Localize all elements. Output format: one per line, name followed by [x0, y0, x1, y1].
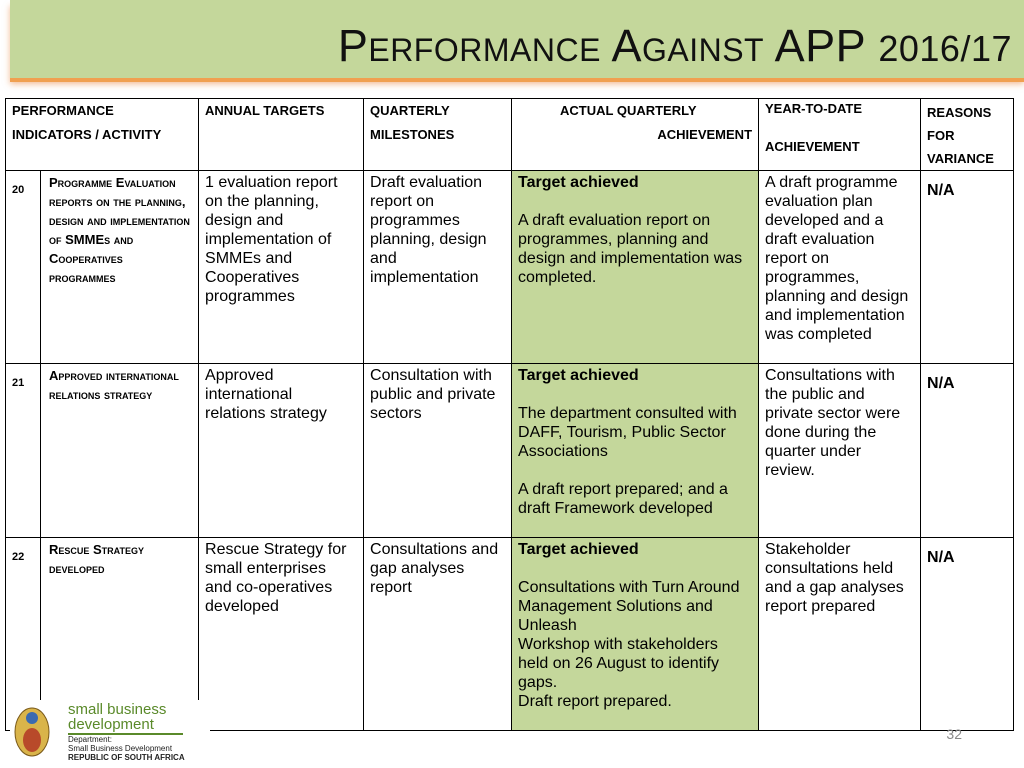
table-row	[6, 171, 1014, 364]
header-indicators-line2: INDICATORS / ACTIVITY	[12, 127, 162, 142]
table-row	[6, 364, 1014, 538]
achievement-detail: Workshop with stakeholders held on 26 August to identify gaps.	[518, 636, 720, 691]
ytd-achievement-cell: A draft programme evaluation plan developed and a draft evaluation report on programmes, planning and design and implementation was completed	[759, 171, 921, 364]
dept-line2: Small Business Development	[68, 744, 173, 753]
achievement-detail: A draft report prepared; and a draft Framework developed	[518, 481, 728, 517]
page-number: 32	[946, 726, 962, 742]
variance-reason-cell: N/A	[921, 364, 1014, 538]
header-actual-line2: ACHIEVEMENT	[657, 127, 753, 142]
header-indicators-line1: PERFORMANCE	[12, 103, 114, 118]
achievement-detail: The department consulted with DAFF, Tourism, Public Sector Associations	[518, 405, 737, 460]
header-ytd-line1: YEAR-TO-DATE	[765, 101, 863, 116]
actual-achievement-cell	[512, 364, 759, 538]
header-reasons-line1: REASONS	[927, 105, 992, 120]
header-reasons	[921, 99, 1014, 171]
ytd-achievement-cell: Stakeholder consultations held and a gap analyses report prepared	[759, 538, 921, 731]
header-ytd	[759, 99, 921, 171]
performance-table	[5, 98, 1014, 731]
achievement-status: Target achieved	[518, 541, 639, 558]
achievement-status: Target achieved	[518, 367, 639, 384]
slide-title-year: 2016/17	[878, 28, 1012, 69]
header-reasons-line3: VARIANCE	[927, 151, 994, 166]
department-text	[68, 735, 185, 762]
header-reasons-line2: FOR	[927, 128, 955, 143]
brand-line2: development	[68, 716, 154, 733]
actual-achievement-cell	[512, 538, 759, 731]
brand-line1: small business	[68, 701, 167, 718]
header-annual: ANNUAL TARGETS	[199, 99, 364, 171]
annual-target-cell: 1 evaluation report on the planning, design and implementation of SMMEs and Cooperatives programmes	[199, 171, 364, 364]
header-quarterly	[364, 99, 512, 171]
variance-reason-cell: N/A	[921, 538, 1014, 731]
header-ytd-line2: ACHIEVEMENT	[765, 139, 860, 154]
header-actual-line1: ACTUAL QUARTERLY	[560, 103, 697, 118]
annual-target-cell: Approved international relations strategy	[199, 364, 364, 538]
indicator-cell: Approved international relations strategy	[41, 364, 199, 538]
slide-title-main: Performance Against APP	[337, 20, 866, 71]
slide-title	[338, 20, 1012, 72]
variance-reason-cell: N/A	[921, 171, 1014, 364]
indicator-cell: Programme Evaluation reports on the planning, design and implementation of SMMEs and Cooperatives programmes	[41, 171, 199, 364]
brand-name	[68, 702, 166, 732]
row-number: 21	[6, 364, 41, 538]
row-number: 22	[6, 538, 41, 731]
header-actual	[512, 99, 759, 171]
actual-achievement-cell	[512, 171, 759, 364]
quarterly-milestone-cell: Consultations and gap analyses report	[364, 538, 512, 731]
achievement-detail: Consultations with Turn Around Management Solutions and Unleash	[518, 579, 740, 634]
quarterly-milestone-cell: Draft evaluation report on programmes planning, design and implementation	[364, 171, 512, 364]
row-number: 20	[6, 171, 41, 364]
annual-target-cell: Rescue Strategy for small enterprises and co-operatives developed	[199, 538, 364, 731]
title-bar	[10, 0, 1024, 78]
header-quarterly-line2: MILESTONES	[370, 127, 455, 142]
dept-line3: REPUBLIC OF SOUTH AFRICA	[68, 753, 185, 762]
header-quarterly-line1: QUARTERLY	[370, 103, 450, 118]
header-row	[6, 99, 1014, 171]
achievement-detail: A draft evaluation report on programmes, planning and design and implementation was completed.	[518, 212, 743, 286]
achievement-status: Target achieved	[518, 174, 639, 191]
department-logo	[10, 700, 210, 762]
header-indicators	[6, 99, 199, 171]
ytd-achievement-cell: Consultations with the public and private sector were done during the quarter under review.	[759, 364, 921, 538]
quarterly-milestone-cell: Consultation with public and private sectors	[364, 364, 512, 538]
achievement-detail: Draft report prepared.	[518, 693, 672, 710]
indicator-cell: Rescue Strategy developed	[41, 538, 199, 731]
dept-line1: Department:	[68, 735, 113, 744]
